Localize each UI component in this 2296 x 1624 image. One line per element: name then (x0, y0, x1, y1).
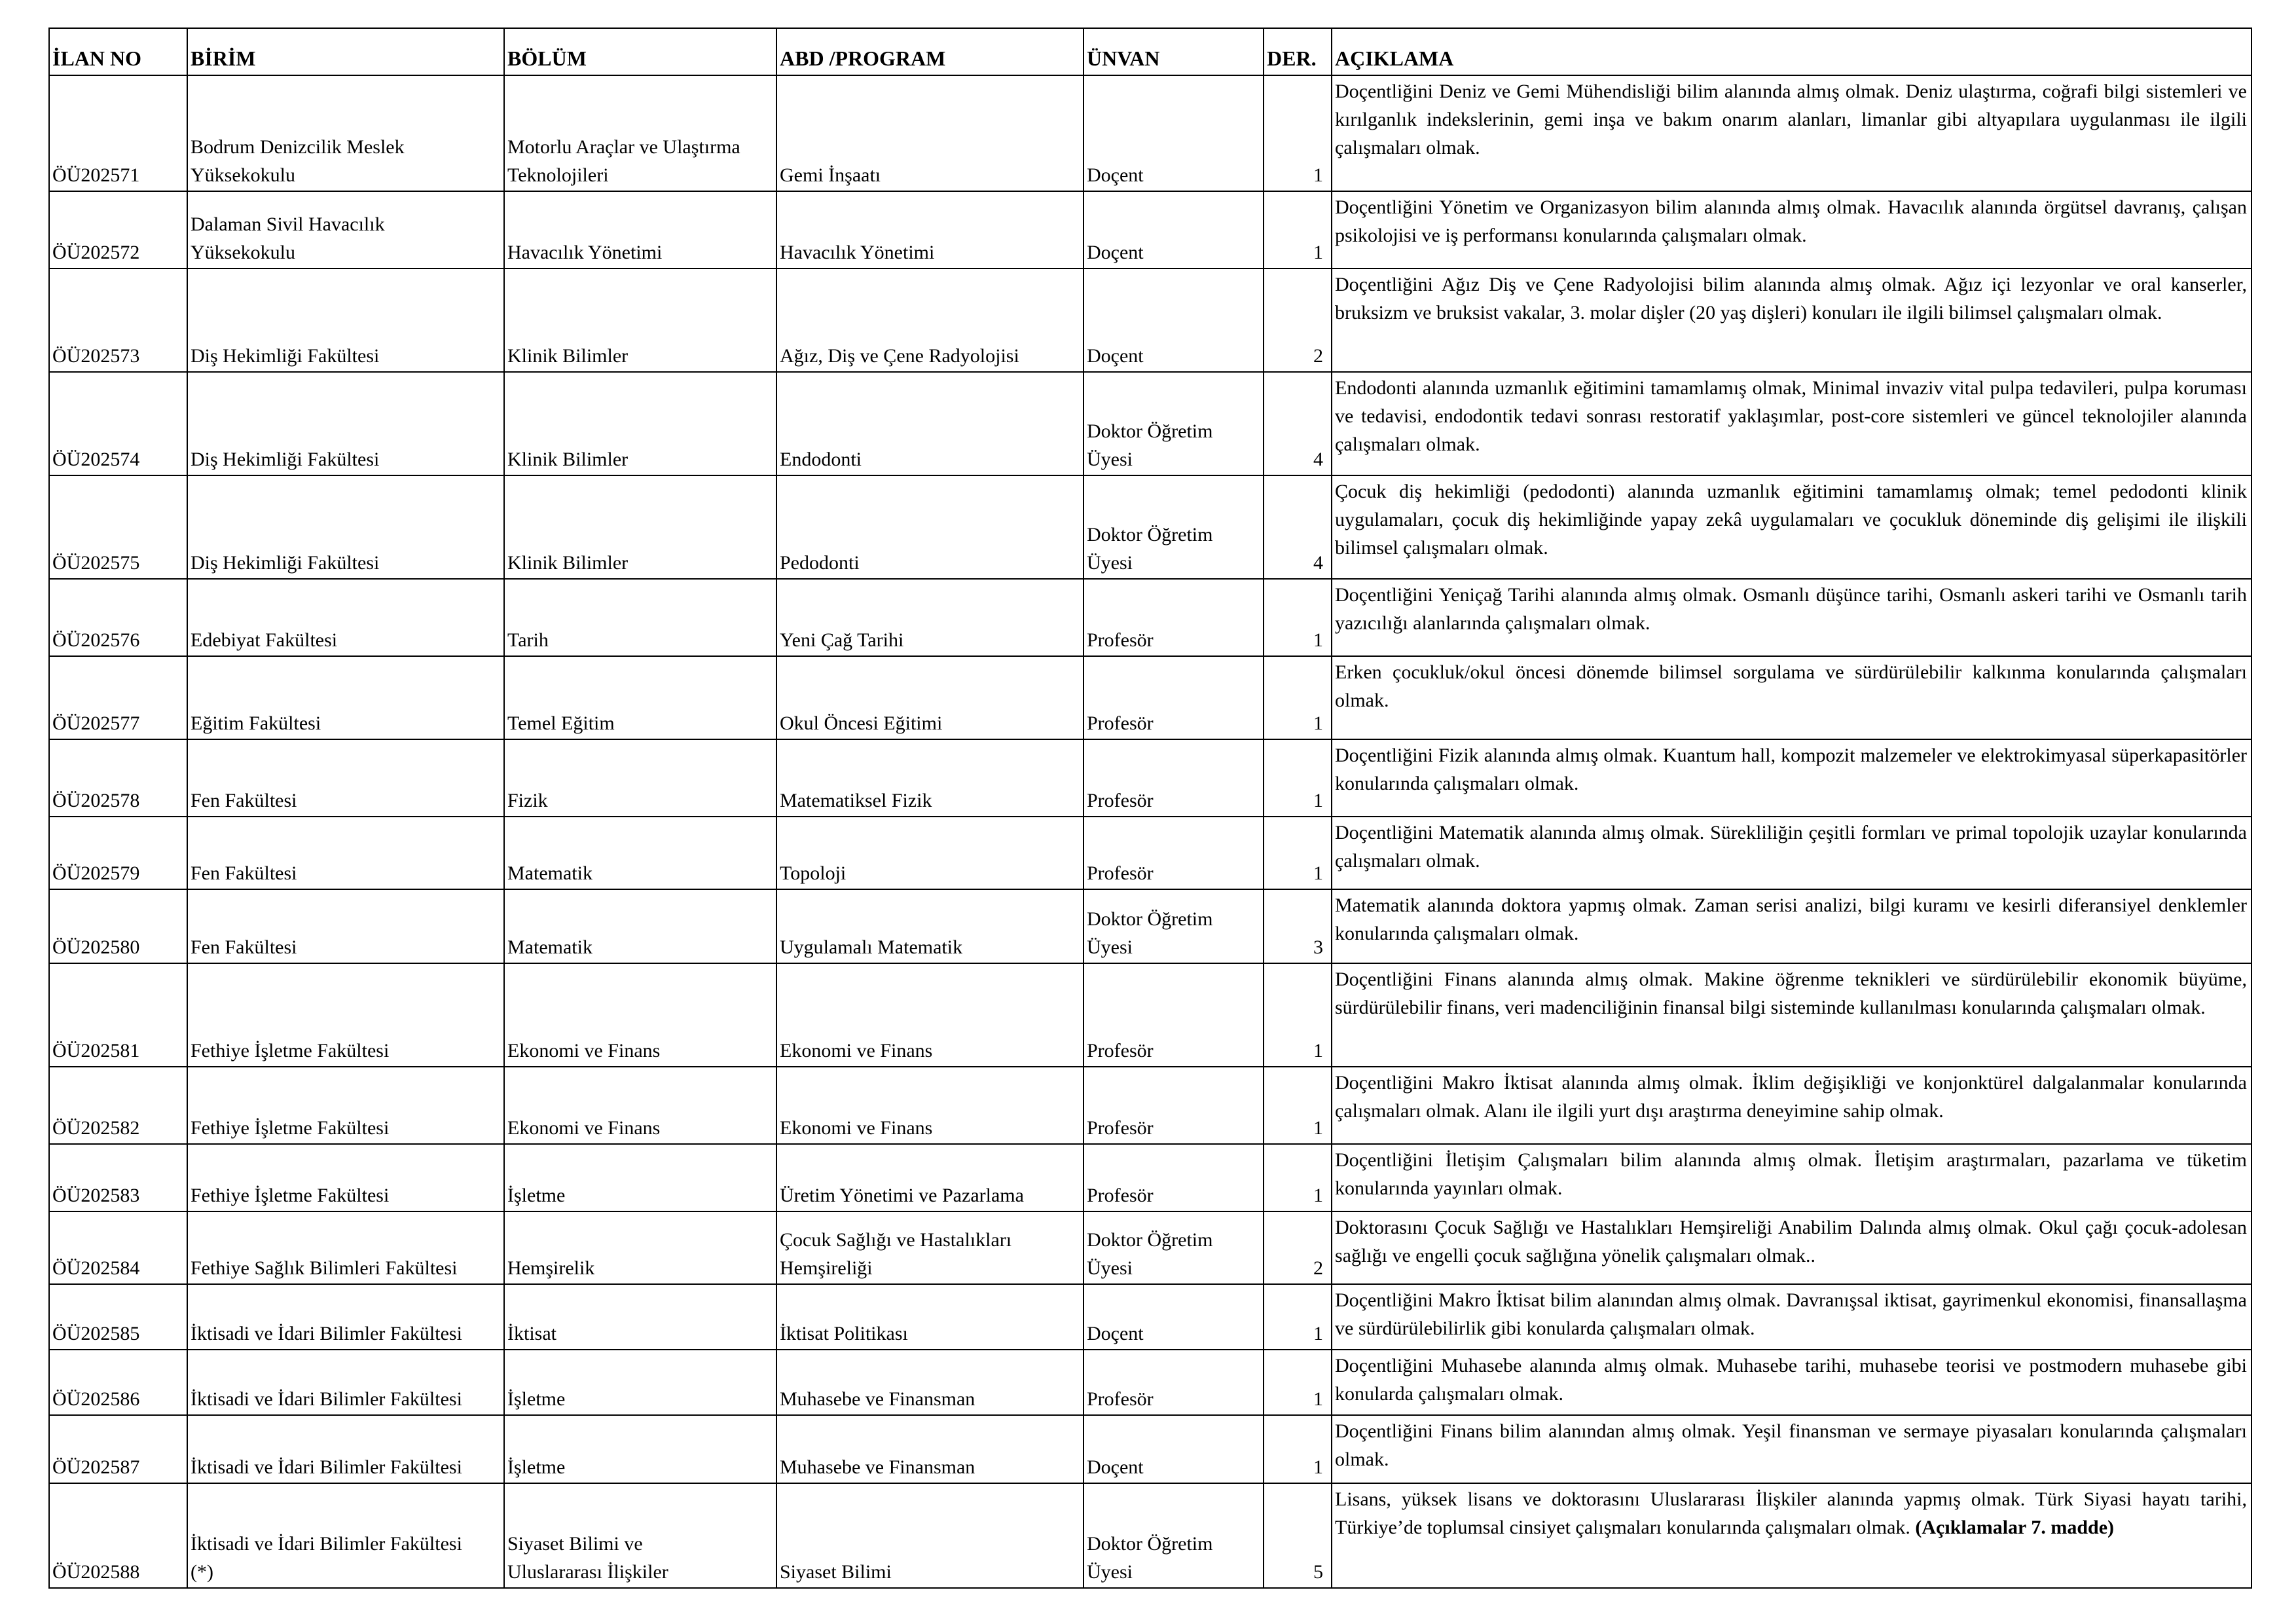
cell-ilan-no: ÖÜ202580 (49, 889, 187, 963)
cell-ilan-no: ÖÜ202578 (49, 739, 187, 817)
header-ilan-no: İLAN NO (49, 28, 187, 75)
cell-abd-program: Topoloji (776, 817, 1084, 889)
cell-ilan-no: ÖÜ202582 (49, 1067, 187, 1144)
cell-bolum: Klinik Bilimler (504, 372, 776, 475)
cell-aciklama (1332, 1350, 2251, 1415)
cell-birim: Fethiye İşletme Fakültesi (187, 963, 504, 1067)
table-body (49, 75, 2251, 1588)
cell-bolum: Tarih (504, 579, 776, 656)
cell-ilan-no: ÖÜ202586 (49, 1350, 187, 1415)
table-row (49, 1350, 2251, 1415)
cell-aciklama (1332, 1211, 2251, 1284)
cell-bolum: Havacılık Yönetimi (504, 191, 776, 268)
cell-unvan: Profesör (1084, 656, 1264, 739)
cell-abd-program: Ekonomi ve Finans (776, 1067, 1084, 1144)
cell-unvan: Doktor Öğretim Üyesi (1084, 889, 1264, 963)
table-row (49, 1067, 2251, 1144)
cell-abd-program: Ağız, Diş ve Çene Radyolojisi (776, 268, 1084, 372)
table-row (49, 475, 2251, 579)
header-abd-program: ABD /PROGRAM (776, 28, 1084, 75)
cell-aciklama (1332, 1284, 2251, 1350)
cell-bolum: Matematik (504, 889, 776, 963)
cell-unvan: Doçent (1084, 191, 1264, 268)
cell-birim: Diş Hekimliği Fakültesi (187, 475, 504, 579)
cell-birim: Fen Fakültesi (187, 889, 504, 963)
cell-birim: İktisadi ve İdari Bilimler Fakültesi (*) (187, 1483, 504, 1588)
document-page (48, 28, 2251, 1589)
cell-der: 2 (1264, 268, 1332, 372)
cell-bolum: Motorlu Araçlar ve Ulaştırma Teknolojileri (504, 75, 776, 191)
cell-aciklama (1332, 1483, 2251, 1588)
cell-bolum: Hemşirelik (504, 1211, 776, 1284)
cell-abd-program: Matematiksel Fizik (776, 739, 1084, 817)
table-row (49, 656, 2251, 739)
cell-der: 5 (1264, 1483, 1332, 1588)
table-row (49, 75, 2251, 191)
table-header-row (49, 28, 2251, 75)
cell-abd-program: Muhasebe ve Finansman (776, 1350, 1084, 1415)
aciklama-text: Doçentliğini Ağız Diş ve Çene Radyolojisi bilim alanında almış olmak. Ağız içi lezyonlar ve oral kanserler, bruksizm ve bruksist vakalar, 3. molar dişler (20 yaş dişleri) konuları ile ilgili bilimsel çalışmaları olmak. (1335, 274, 2247, 323)
cell-aciklama (1332, 963, 2251, 1067)
header-unvan: ÜNVAN (1084, 28, 1264, 75)
cell-unvan: Profesör (1084, 1067, 1264, 1144)
aciklama-text: Erken çocukluk/okul öncesi dönemde bilimsel sorgulama ve sürdürülebilir kalkınma konularında çalışmaları olmak. (1335, 661, 2247, 711)
cell-unvan: Profesör (1084, 817, 1264, 889)
cell-der: 4 (1264, 475, 1332, 579)
cell-unvan: Profesör (1084, 963, 1264, 1067)
cell-der: 1 (1264, 579, 1332, 656)
cell-birim: İktisadi ve İdari Bilimler Fakültesi (187, 1284, 504, 1350)
aciklama-text: Doçentliğini Yönetim ve Organizasyon bilim alanında almış olmak. Havacılık alanında örgütsel davranış, çalışan psikolojisi ve iş performansı konularında çalışmaları olmak. (1335, 196, 2247, 246)
table-row (49, 1415, 2251, 1483)
header-der: DER. (1264, 28, 1332, 75)
cell-birim: Fen Fakültesi (187, 739, 504, 817)
aciklama-text: Doçentliğini Deniz ve Gemi Mühendisliği bilim alanında almış olmak. Deniz ulaştırma, coğrafi bilgi sistemleri ve kırılganlık indekslerinin, gemi inşa ve bakım onarım alanları, limanlar gibi altyapılara uygulanması ile ilgili çalışmaları olmak. (1335, 81, 2247, 158)
cell-der: 4 (1264, 372, 1332, 475)
cell-birim: Fen Fakültesi (187, 817, 504, 889)
cell-bolum: Klinik Bilimler (504, 475, 776, 579)
cell-bolum: Klinik Bilimler (504, 268, 776, 372)
cell-der: 1 (1264, 817, 1332, 889)
cell-birim: Bodrum Denizcilik Meslek Yüksekokulu (187, 75, 504, 191)
table-row (49, 268, 2251, 372)
cell-bolum: Ekonomi ve Finans (504, 963, 776, 1067)
cell-ilan-no: ÖÜ202574 (49, 372, 187, 475)
cell-aciklama (1332, 817, 2251, 889)
cell-bolum: İşletme (504, 1415, 776, 1483)
cell-bolum: Fizik (504, 739, 776, 817)
table-row (49, 817, 2251, 889)
cell-birim: Diş Hekimliği Fakültesi (187, 268, 504, 372)
cell-unvan: Doçent (1084, 268, 1264, 372)
table-row (49, 1144, 2251, 1211)
cell-abd-program: Gemi İnşaatı (776, 75, 1084, 191)
cell-abd-program: İktisat Politikası (776, 1284, 1084, 1350)
aciklama-text: Lisans, yüksek lisans ve doktorasını Uluslararası İlişkiler alanında yapmış olmak. Türk Siyasi hayatı tarihi, Türkiye’de toplumsal cinsiyet çalışmaları konularında çalışmaları olmak. (1335, 1488, 2247, 1538)
header-aciklama: AÇIKLAMA (1332, 28, 2251, 75)
header-bolum: BÖLÜM (504, 28, 776, 75)
aciklama-text: Doçentliğini Makro İktisat bilim alanından almış olmak. Davranışsal iktisat, gayrimenkul ekonomisi, finansallaşma ve sürdürülebilirlik gibi konularda çalışmaları olmak. (1335, 1289, 2247, 1339)
cell-aciklama (1332, 1144, 2251, 1211)
table-row (49, 1483, 2251, 1588)
cell-birim: Eğitim Fakültesi (187, 656, 504, 739)
cell-der: 2 (1264, 1211, 1332, 1284)
cell-unvan: Doktor Öğretim Üyesi (1084, 1211, 1264, 1284)
aciklama-text: Doçentliğini Finans alanında almış olmak. Makine öğrenme teknikleri ve sürdürülebilir ekonomik büyüme, sürdürülebilir finans, veri madenciliğinin finansal bilgi sisteminde kullanılması konularında çalışmaları olmak. (1335, 969, 2247, 1018)
cell-ilan-no: ÖÜ202572 (49, 191, 187, 268)
cell-unvan: Doktor Öğretim Üyesi (1084, 1483, 1264, 1588)
cell-ilan-no: ÖÜ202576 (49, 579, 187, 656)
cell-unvan: Doçent (1084, 1415, 1264, 1483)
cell-bolum: Temel Eğitim (504, 656, 776, 739)
cell-unvan: Profesör (1084, 1144, 1264, 1211)
cell-unvan: Doktor Öğretim Üyesi (1084, 372, 1264, 475)
table-row (49, 372, 2251, 475)
cell-bolum: Matematik (504, 817, 776, 889)
cell-ilan-no: ÖÜ202585 (49, 1284, 187, 1350)
cell-birim: İktisadi ve İdari Bilimler Fakültesi (187, 1350, 504, 1415)
cell-der: 1 (1264, 1415, 1332, 1483)
aciklama-text: Doktorasını Çocuk Sağlığı ve Hastalıkları Hemşireliği Anabilim Dalında almış olmak. Okul çağı çocuk-adolesan sağlığı ve engelli çocuk sağlığına yönelik çalışmaları olmak.. (1335, 1217, 2247, 1266)
cell-der: 1 (1264, 75, 1332, 191)
cell-abd-program: Çocuk Sağlığı ve Hastalıkları Hemşireliği (776, 1211, 1084, 1284)
table-row (49, 579, 2251, 656)
table-row (49, 889, 2251, 963)
aciklama-text: Doçentliğini Matematik alanında almış olmak. Sürekliliğin çeşitli formları ve primal topolojik uzaylar konularında çalışmaları olmak. (1335, 822, 2247, 872)
cell-der: 1 (1264, 191, 1332, 268)
cell-aciklama (1332, 1415, 2251, 1483)
cell-der: 1 (1264, 656, 1332, 739)
cell-der: 3 (1264, 889, 1332, 963)
aciklama-text: Doçentliğini Muhasebe alanında almış olmak. Muhasebe tarihi, muhasebe teorisi ve postmodern muhasebe gibi konularda çalışmaları olmak. (1335, 1355, 2247, 1405)
cell-unvan: Profesör (1084, 579, 1264, 656)
aciklama-text: Doçentliğini Fizik alanında almış olmak. Kuantum hall, kompozit malzemeler ve elektrokimyasal süperkapasitörler konularında çalışmaları olmak. (1335, 745, 2247, 794)
aciklama-text: Doçentliğini Makro İktisat alanında almış olmak. İklim değişikliği ve konjonktürel dalgalanmalar konularında çalışmaları olmak. Alanı ile ilgili yurt dışı araştırma deneyimine sahip olmak. (1335, 1072, 2247, 1122)
cell-abd-program: Pedodonti (776, 475, 1084, 579)
cell-ilan-no: ÖÜ202588 (49, 1483, 187, 1588)
cell-aciklama (1332, 268, 2251, 372)
cell-aciklama (1332, 656, 2251, 739)
aciklama-text: Endodonti alanında uzmanlık eğitimini tamamlamış olmak, Minimal invaziv vital pulpa tedavileri, pulpa koruması ve tedavisi, endodontik tedavi sonrası restoratif yaklaşımlar, post-core sistemleri ve güncel teknolojiler alanında çalışmaları olmak. (1335, 377, 2247, 455)
cell-abd-program: Yeni Çağ Tarihi (776, 579, 1084, 656)
cell-ilan-no: ÖÜ202579 (49, 817, 187, 889)
header-birim: BİRİM (187, 28, 504, 75)
cell-birim: Fethiye Sağlık Bilimleri Fakültesi (187, 1211, 504, 1284)
cell-ilan-no: ÖÜ202581 (49, 963, 187, 1067)
aciklama-text: Matematik alanında doktora yapmış olmak. Zaman serisi analizi, bilgi kuramı ve kesirli diferansiyel denklemler konularında çalışmaları olmak. (1335, 895, 2247, 944)
table-row (49, 739, 2251, 817)
cell-unvan: Profesör (1084, 1350, 1264, 1415)
aciklama-bold-note: (Açıklamalar 7. madde) (1915, 1517, 2114, 1538)
cell-birim: Fethiye İşletme Fakültesi (187, 1144, 504, 1211)
table-row (49, 963, 2251, 1067)
cell-abd-program: Muhasebe ve Finansman (776, 1415, 1084, 1483)
cell-ilan-no: ÖÜ202575 (49, 475, 187, 579)
table-row (49, 1284, 2251, 1350)
cell-bolum: İşletme (504, 1144, 776, 1211)
cell-der: 1 (1264, 1067, 1332, 1144)
cell-aciklama (1332, 739, 2251, 817)
cell-ilan-no: ÖÜ202577 (49, 656, 187, 739)
cell-unvan: Doktor Öğretim Üyesi (1084, 475, 1264, 579)
aciklama-text: Doçentliğini Yeniçağ Tarihi alanında almış olmak. Osmanlı düşünce tarihi, Osmanlı askeri tarihi ve Osmanlı tarih yazıcılığı alanlarında çalışmaları olmak. (1335, 584, 2247, 634)
cell-abd-program: Uygulamalı Matematik (776, 889, 1084, 963)
cell-abd-program: Endodonti (776, 372, 1084, 475)
cell-der: 1 (1264, 1144, 1332, 1211)
cell-abd-program: Üretim Yönetimi ve Pazarlama (776, 1144, 1084, 1211)
cell-birim: Dalaman Sivil Havacılık Yüksekokulu (187, 191, 504, 268)
cell-aciklama (1332, 475, 2251, 579)
cell-abd-program: Siyaset Bilimi (776, 1483, 1084, 1588)
cell-bolum: İktisat (504, 1284, 776, 1350)
cell-birim: Diş Hekimliği Fakültesi (187, 372, 504, 475)
cell-bolum: Siyaset Bilimi ve Uluslararası İlişkiler (504, 1483, 776, 1588)
cell-ilan-no: ÖÜ202571 (49, 75, 187, 191)
cell-bolum: İşletme (504, 1350, 776, 1415)
cell-ilan-no: ÖÜ202587 (49, 1415, 187, 1483)
aciklama-text: Doçentliğini İletişim Çalışmaları bilim alanında almış olmak. İletişim araştırmaları, pazarlama ve tüketim konularında yayınları olmak. (1335, 1149, 2247, 1199)
cell-abd-program: Havacılık Yönetimi (776, 191, 1084, 268)
aciklama-text: Doçentliğini Finans bilim alanından almış olmak. Yeşil finansman ve sermaye piyasaları konularında çalışmaları olmak. (1335, 1420, 2247, 1470)
aciklama-text: Çocuk diş hekimliği (pedodonti) alanında uzmanlık eğitimini tamamlamış olmak; temel pedodonti klinik uygulamaları, çocuk diş hekimliğinde yapay zekâ uygulamaları ve çocukluk döneminde diş gelişimi ile ilişkili bilimsel çalışmaları olmak. (1335, 481, 2247, 559)
cell-aciklama (1332, 191, 2251, 268)
cell-aciklama (1332, 889, 2251, 963)
cell-aciklama (1332, 1067, 2251, 1144)
table-row (49, 191, 2251, 268)
cell-abd-program: Okul Öncesi Eğitimi (776, 656, 1084, 739)
cell-birim: Fethiye İşletme Fakültesi (187, 1067, 504, 1144)
cell-birim: İktisadi ve İdari Bilimler Fakültesi (187, 1415, 504, 1483)
cell-der: 1 (1264, 963, 1332, 1067)
table-row (49, 1211, 2251, 1284)
cell-bolum: Ekonomi ve Finans (504, 1067, 776, 1144)
cell-ilan-no: ÖÜ202584 (49, 1211, 187, 1284)
cell-unvan: Profesör (1084, 739, 1264, 817)
cell-aciklama (1332, 372, 2251, 475)
job-postings-table (48, 28, 2252, 1589)
cell-der: 1 (1264, 1350, 1332, 1415)
cell-aciklama (1332, 579, 2251, 656)
cell-der: 1 (1264, 739, 1332, 817)
cell-aciklama (1332, 75, 2251, 191)
cell-abd-program: Ekonomi ve Finans (776, 963, 1084, 1067)
cell-ilan-no: ÖÜ202583 (49, 1144, 187, 1211)
cell-der: 1 (1264, 1284, 1332, 1350)
cell-unvan: Doçent (1084, 75, 1264, 191)
cell-ilan-no: ÖÜ202573 (49, 268, 187, 372)
cell-unvan: Doçent (1084, 1284, 1264, 1350)
cell-birim: Edebiyat Fakültesi (187, 579, 504, 656)
